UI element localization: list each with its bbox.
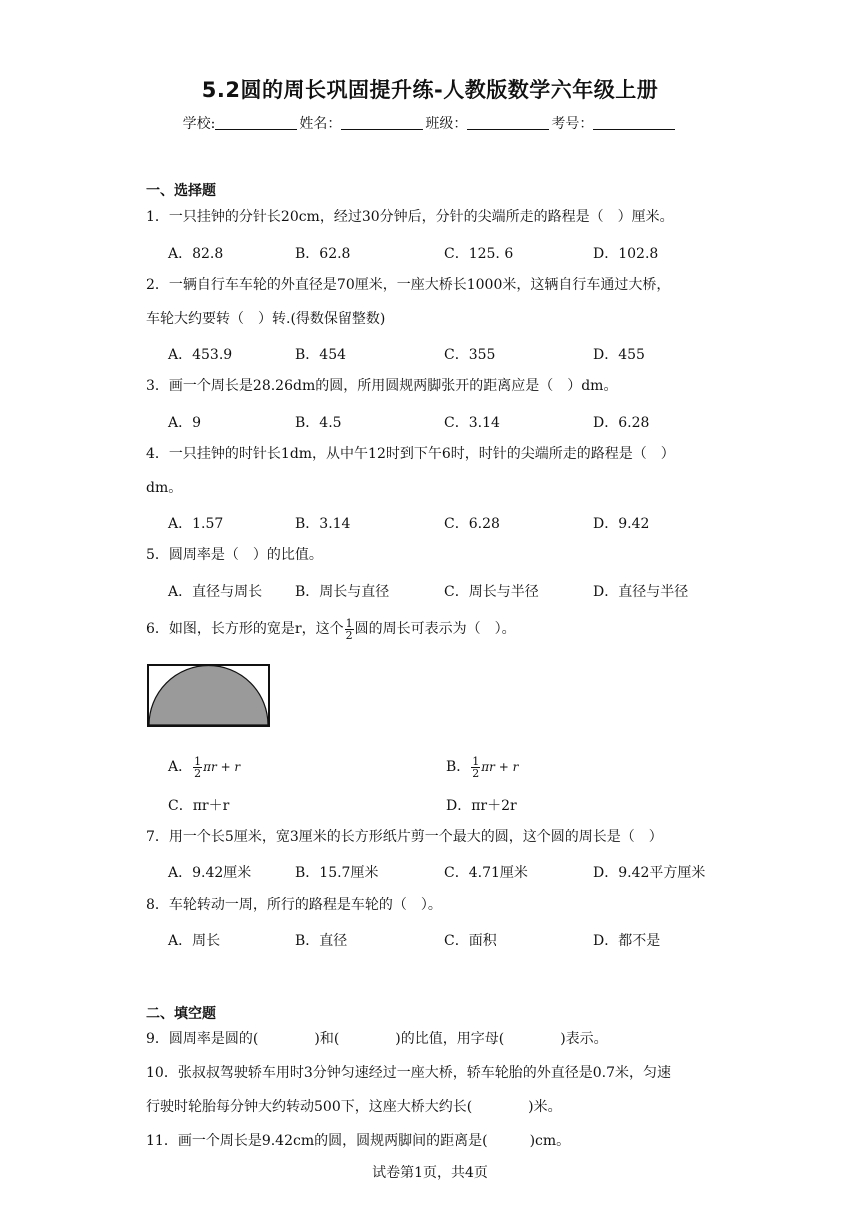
q6-option-b-expression: πr + r xyxy=(481,760,519,774)
q4-option-b: B．3.14 xyxy=(295,516,351,532)
q2-option-c: C．355 xyxy=(444,347,496,363)
question-10-line-1: 10．张叔叔驾驶轿车用时3分钟匀速经过一座大桥，轿车轮胎的外直径是0.7米，匀速 xyxy=(146,1065,671,1081)
exam-no-blank xyxy=(593,115,675,130)
class-label: 班级： xyxy=(425,116,468,132)
q6-option-b-fraction xyxy=(471,756,480,779)
question-5: 5．圆周率是（ ）的比值。 xyxy=(146,547,323,563)
q1-option-c: C．125. 6 xyxy=(444,246,514,262)
q7-option-b: B．15.7厘米 xyxy=(295,865,379,881)
page-title: 5.2圆的周长巩固提升练-人教版数学六年级上册 xyxy=(201,78,659,102)
question-2-line-1: 2．一辆自行车车轮的外直径是70厘米，一座大桥长1000米，这辆自行车通过大桥， xyxy=(146,277,671,293)
q6-text-before: 6．如图，长方形的宽是r，这个 xyxy=(146,621,344,637)
q2-option-d: D．455 xyxy=(593,347,645,363)
q3-option-b: B．4.5 xyxy=(295,415,342,431)
question-4-line-1: 4．一只挂钟的时针长1dm，从中午12时到下午6时，时针的尖端所走的路程是（ ） xyxy=(146,446,675,462)
q7-option-a: A．9.42厘米 xyxy=(168,865,252,881)
q2-option-a: A．453.9 xyxy=(168,347,233,363)
q8-option-d: D．都不是 xyxy=(593,933,661,949)
question-3: 3．画一个周长是28.26dm的圆，所用圆规两脚张开的距离应是（ ）dm。 xyxy=(146,378,618,394)
section-choice-heading: 一、选择题 xyxy=(146,183,216,199)
q6-option-c: C．πr＋r xyxy=(168,798,230,814)
student-info-line xyxy=(0,113,860,133)
question-7: 7．用一个长5厘米，宽3厘米的长方形纸片剪一个最大的圆，这个圆的周长是（ ） xyxy=(146,829,663,845)
class-blank xyxy=(467,115,549,130)
q6-option-a-label: A． xyxy=(168,759,193,775)
q3-option-a: A．9 xyxy=(168,415,202,431)
question-9: 9．圆周率是圆的( )和( )的比值，用字母( )表示。 xyxy=(146,1031,608,1047)
q8-option-a: A．周长 xyxy=(168,933,221,949)
q6-option-a-expression: πr + r xyxy=(203,760,241,774)
school-label: 学校: xyxy=(182,116,216,132)
q5-option-d: D．直径与半径 xyxy=(593,584,689,600)
exam-no-label: 考号： xyxy=(551,116,594,132)
q7-option-d: D．9.42平方厘米 xyxy=(593,865,706,881)
q1-option-d: D．102.8 xyxy=(593,246,659,262)
q6-fraction xyxy=(345,618,354,641)
q6-option-a-fraction xyxy=(193,756,202,779)
q7-option-c: C．4.71厘米 xyxy=(444,865,528,881)
q3-option-c: C．3.14 xyxy=(444,415,500,431)
name-label: 姓名： xyxy=(299,116,342,132)
q6-fraction-numerator: 1 xyxy=(345,616,353,630)
q6-option-b-label: B． xyxy=(446,759,471,775)
q3-option-d: D．6.28 xyxy=(593,415,650,431)
q6-text-after: 圆的周长可表示为（ ）。 xyxy=(354,621,516,637)
q1-option-a: A．82.8 xyxy=(168,246,224,262)
question-2-line-2: 车轮大约要转（ ）转.(得数保留整数) xyxy=(146,311,386,327)
q5-option-b: B．周长与直径 xyxy=(295,584,390,600)
name-blank xyxy=(341,115,423,130)
question-10-line-2: 行驶时轮胎每分钟大约转动500下，这座大桥大约长( )米。 xyxy=(146,1099,562,1115)
q4-option-d: D．9.42 xyxy=(593,516,650,532)
question-11: 11．画一个周长是9.42cm的圆，圆规两脚间的距离是( )cm。 xyxy=(146,1133,571,1149)
q6-option-b-denominator: 2 xyxy=(472,767,480,780)
q6-option-d: D．πr＋2r xyxy=(446,798,517,814)
question-8: 8．车轮转动一周，所行的路程是车轮的（ ）。 xyxy=(146,897,442,913)
q6-option-b xyxy=(446,756,518,779)
q8-option-b: B．直径 xyxy=(295,933,348,949)
q8-option-c: C．面积 xyxy=(444,933,497,949)
school-blank xyxy=(215,115,297,130)
page-footer: 试卷第1页，共4页 xyxy=(372,1165,488,1181)
semicircle-in-rectangle-figure xyxy=(147,664,271,728)
q6-option-a-denominator: 2 xyxy=(194,767,202,780)
question-4-line-2: dm。 xyxy=(146,480,183,496)
figure-semicircle xyxy=(149,666,268,726)
q5-option-c: C．周长与半径 xyxy=(444,584,539,600)
section-fill-heading: 二、填空题 xyxy=(146,1006,216,1022)
question-6 xyxy=(146,612,726,646)
q6-fraction-denominator: 2 xyxy=(345,628,353,642)
q1-option-b: B．62.8 xyxy=(295,246,351,262)
q2-option-b: B．454 xyxy=(295,347,347,363)
q6-option-b-numerator: 1 xyxy=(472,755,480,768)
question-1: 1．一只挂钟的分针长20cm，经过30分钟后，分针的尖端所走的路程是（ ）厘米。 xyxy=(146,209,674,225)
q6-option-a-numerator: 1 xyxy=(194,755,202,768)
q5-option-a: A．直径与周长 xyxy=(168,584,263,600)
q4-option-c: C．6.28 xyxy=(444,516,500,532)
q4-option-a: A．1.57 xyxy=(168,516,224,532)
q6-option-a xyxy=(168,756,240,779)
